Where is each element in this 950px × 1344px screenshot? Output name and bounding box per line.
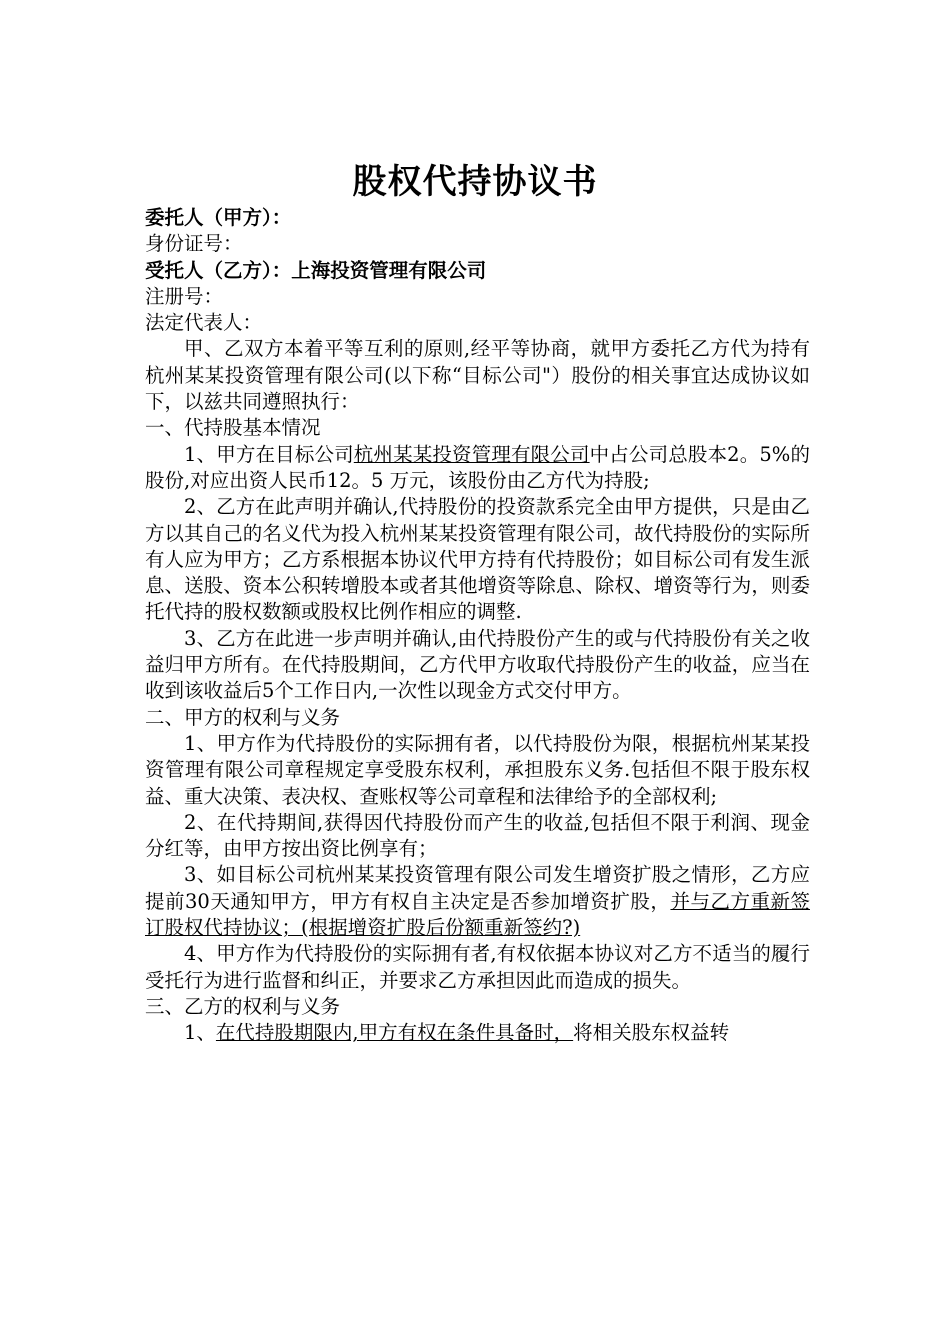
document-body — [145, 205, 810, 1047]
section-2-clause-1: 1、甲方作为代持股份的实际拥有者，以代持股份为限，根据杭州某某投资管理有限公司章程规定享受股东权利，承担股东义务.包括但不限于股东权益、重大决策、表决权、查账权等公司章程和法律给予的全部权利; — [145, 731, 810, 808]
clause-text: 将相关股东权益转 — [573, 1021, 730, 1045]
section-2-clause-3 — [145, 862, 810, 941]
underlined-clause-text: 在代持股期限内,甲方有权在条件具备时， — [215, 1021, 574, 1045]
section-1-clause-3: 3、乙方在此进一步声明并确认,由代持股份产生的或与代持股份有关之收益归甲方所有。在代持股期间，乙方代甲方收取代持股份产生的收益，应当在收到该收益后5个工作日内,一次性以现金方式交付甲方。 — [145, 626, 810, 703]
section-3-heading: 三、乙方的权利与义务 — [145, 994, 341, 1018]
id-number-label: 身份证号： — [145, 232, 243, 256]
section-1-heading: 一、代持股基本情况 — [145, 416, 321, 440]
document-title: 股权代持协议书 — [352, 162, 598, 202]
underlined-company-name: 杭州某某投资管理有限公司 — [353, 442, 590, 466]
clause-text: 1、 — [184, 1021, 216, 1045]
clause-text: 3、如目标公司杭州某某投资管理有限公司发生增资扩股之情形，乙方应提前30天通知甲方，甲方有权自主决定是否参加增资扩股， — [145, 863, 810, 913]
underlined-clause-text: 并与乙方重新签订股权代持协议；(根据增资扩股后份额重新签约?) — [145, 889, 810, 940]
legal-representative-label: 法定代表人： — [145, 311, 263, 335]
principal-label: 委托人（甲方）： — [145, 206, 292, 229]
section-1-clause-2: 2、乙方在此声明并确认,代持股份的投资款系完全由甲方提供，只是由乙方以其自己的名义代为投入杭州某某投资管理有限公司，故代持股份的实际所有人应为甲方；乙方系根据本协议代甲方持有代持股份；如目标公司有发生派息、送股、资本公积转增股本或者其他增资等除息、除权、增资等行为，则委托代持的股权数额或股权比例作相应的调整. — [145, 495, 810, 624]
section-2-heading: 二、甲方的权利与义务 — [145, 705, 341, 729]
intro-paragraph: 甲、乙双方本着平等互利的原则,经平等协商，就甲方委托乙方代为持有杭州某某投资管理有限公司(以下称“目标公司"）股份的相关事宜达成协议如下，以兹共同遵照执行： — [145, 337, 810, 414]
agent-label: 受托人（乙方）：上海投资管理有限公司 — [145, 258, 487, 282]
clause-text: 1、甲方在目标公司 — [184, 442, 354, 466]
section-3-clause-1 — [145, 1020, 810, 1046]
section-1-clause-1 — [145, 442, 810, 495]
section-2-clause-4: 4、甲方作为代持股份的实际拥有者,有权依据本协议对乙方不适当的履行受托行为进行监督和纠正，并要求乙方承担因此而造成的损失。 — [145, 942, 810, 992]
clause-text: 中占公司总股本2。5%的股份,对应出资人民币12。5 万元，该股份由乙方代为持股; — [145, 442, 810, 492]
registration-number-label: 注册号： — [145, 284, 224, 308]
section-2-clause-2: 2、在代持期间,获得因代持股份而产生的收益,包括但不限于利润、现金分红等，由甲方按出资比例享有； — [145, 810, 810, 861]
